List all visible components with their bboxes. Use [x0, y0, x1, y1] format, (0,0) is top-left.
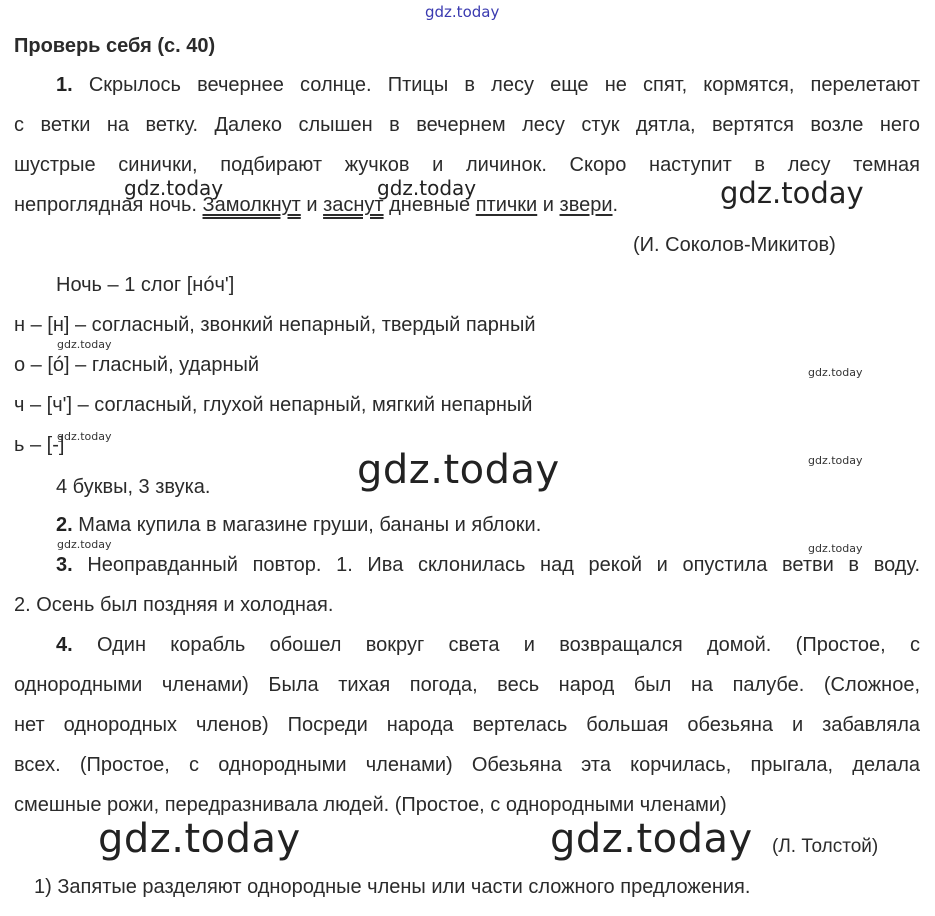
task1-number: 1.	[56, 74, 73, 96]
task4-author: (Л. Толстой)	[772, 836, 879, 857]
task4-line5: смешные рожи, передразнивала людей. (Простое, с однородными членами)	[14, 794, 727, 816]
task1-line4	[14, 193, 618, 217]
watermark-12: gdz.today	[550, 816, 753, 862]
watermark-10: gdz.today	[808, 542, 863, 555]
task1-line4-middle: дневные	[389, 194, 471, 216]
phonetics-row-ch: ч – [ч'] – согласный, глухой непарный, мягкий непарный	[14, 394, 533, 416]
task4-line1	[56, 633, 920, 657]
subject-word-1: птички	[475, 194, 538, 216]
task2-text: Мама купила в магазине груши, бананы и яблоки.	[78, 514, 542, 536]
watermark-8: gdz.today	[808, 454, 863, 467]
subject-word-2: звери	[559, 194, 613, 216]
phonetics-head: Ночь – 1 слог [нóч']	[56, 274, 235, 296]
conjunction-1: и	[306, 194, 318, 216]
watermark-6: gdz.today	[57, 430, 112, 443]
task4-line4: всех. (Простое, с однородными членами) Обезьяна эта корчилась, прыгала, делала	[14, 754, 920, 776]
task1-author: (И. Соколов-Микитов)	[633, 234, 836, 256]
page-title: Проверь себя (с. 40)	[14, 35, 216, 57]
task3-text-1: Неоправданный повтор. 1. Ива склонилась над рекой и опустила ветви в воду.	[87, 554, 920, 576]
watermark-3: gdz.today	[720, 176, 864, 210]
task1-text-1: Скрылось вечернее солнце. Птицы в лесу еще не спят, кормятся, перелетают	[88, 74, 920, 96]
task4-text-1: Один корабль обошел вокруг света и возвращался домой. (Простое, с	[97, 634, 920, 656]
task2-number: 2.	[56, 514, 73, 536]
phonetics-row-soft-sign: ь – [-]	[14, 434, 65, 456]
predicate-word-2: заснут	[323, 194, 384, 216]
watermark-1: gdz.today	[124, 176, 224, 200]
task2	[56, 513, 541, 537]
phonetics-row-n: н – [н] – согласный, звонкий непарный, твердый парный	[14, 314, 536, 336]
task1-line4-start: непроглядная ночь.	[14, 194, 197, 216]
watermark-11: gdz.today	[98, 816, 301, 862]
task1-line2: с ветки на ветку. Далеко слышен в вечернем лесу стук дятла, вертятся возле него	[14, 114, 920, 136]
task3-line2: 2. Осень был поздняя и холодная.	[14, 594, 334, 616]
task4-line2: однородными членами) Была тихая погода, весь народ был на палубе. (Сложное,	[14, 674, 920, 696]
task3-number: 3.	[56, 554, 73, 576]
task3-line1	[56, 553, 920, 577]
task1-line1	[56, 73, 920, 97]
phonetics-summary: 4 буквы, 3 звука.	[56, 476, 211, 498]
watermark-4: gdz.today	[57, 338, 112, 351]
watermark-5: gdz.today	[808, 366, 863, 379]
task1-line3: шустрые синички, подбирают жучков и личинок. Скоро наступит в лесу темная	[14, 154, 920, 176]
watermark-top: gdz.today	[425, 3, 500, 21]
task4-number: 4.	[56, 634, 73, 656]
conjunction-2: и	[542, 194, 554, 216]
task4-line3: нет однородных членов) Посреди народа вертелась большая обезьяна и забавляла	[14, 714, 920, 736]
predicate-word-1: Замолкнут	[202, 194, 301, 216]
watermark-2: gdz.today	[377, 176, 477, 200]
task1-line4-end: .	[612, 194, 619, 216]
phonetics-row-o: о – [ó] – гласный, ударный	[14, 354, 260, 376]
watermark-9: gdz.today	[57, 538, 112, 551]
footer-note: 1) Запятые разделяют однородные члены или части сложного предложения.	[34, 876, 751, 898]
watermark-7: gdz.today	[357, 447, 560, 493]
